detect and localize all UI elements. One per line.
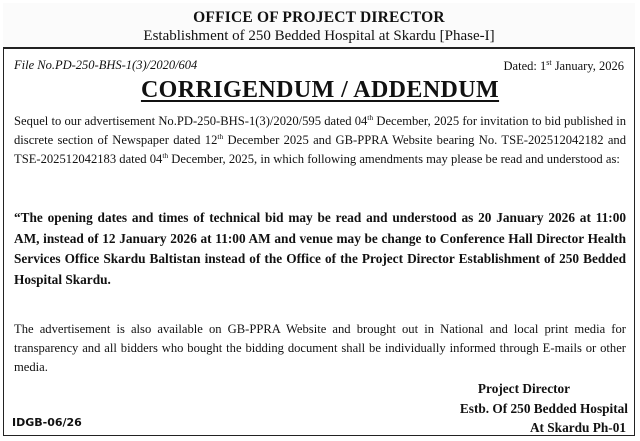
intro-ordinal-2: th xyxy=(217,131,224,141)
intro-text-4: December, 2025, in which following amendments may please be read and understood as: xyxy=(168,152,620,166)
date-suffix: January, 2026 xyxy=(551,59,624,74)
signature-block xyxy=(424,379,628,438)
intro-text-1: Sequel to our advertisement No.PD-250-BHS-1(3)/2020/595 dated 04 xyxy=(14,114,368,128)
heading-text: CORRIGENDUM / ADDENDUM xyxy=(140,77,500,103)
intro-text-3: December 2025 and GB-PPRA Website bearing No. TSE-202512042182 and TSE-202512042183 dated 04 xyxy=(14,133,627,166)
office-subtitle: Establishment of 250 Bedded Hospital at Skardu [Phase-I] xyxy=(143,28,495,44)
document-heading xyxy=(0,77,640,104)
intro-paragraph xyxy=(14,112,626,169)
date-prefix: Dated: 1 xyxy=(503,59,547,74)
date-line xyxy=(504,58,624,74)
amendment-paragraph: “The opening dates and times of technical bid may be read and understood as 20 January 2026 at 11:00 AM, instead of 12 January 2026 at 11:00 AM and venue may be change to Conference Hall Director Health Services Office Skardu Baltistan instead of the Office of the Project Director Establishment of 250 Bedded Hospital Skardu. xyxy=(14,210,626,287)
availability-paragraph: The advertisement is also available on GB-PPRA Website and brought out in National and local print media for transparency and all bidders who bought the bidding document shall be individually informed through E-mails or other media. xyxy=(14,322,626,374)
intro-ordinal-1: th xyxy=(367,112,374,122)
signatory-organization: Estb. Of 250 Bedded Hospital xyxy=(459,400,628,416)
intro-text-2: December, 2025 for invitation to bid published in discrete section of Newspaper dated 12 xyxy=(14,114,627,147)
ad-code: IDGB-06/26 xyxy=(12,416,82,429)
file-number: File No.PD-250-BHS-1(3)/2020/604 xyxy=(14,58,198,72)
header-box xyxy=(3,3,635,49)
date-ordinal: st xyxy=(546,58,552,67)
signatory-title: Project Director xyxy=(477,381,571,396)
office-title: OFFICE OF PROJECT DIRECTOR xyxy=(193,9,445,26)
intro-ordinal-3: th xyxy=(162,150,169,160)
signatory-location: At Skardu Ph-01 xyxy=(529,420,626,435)
